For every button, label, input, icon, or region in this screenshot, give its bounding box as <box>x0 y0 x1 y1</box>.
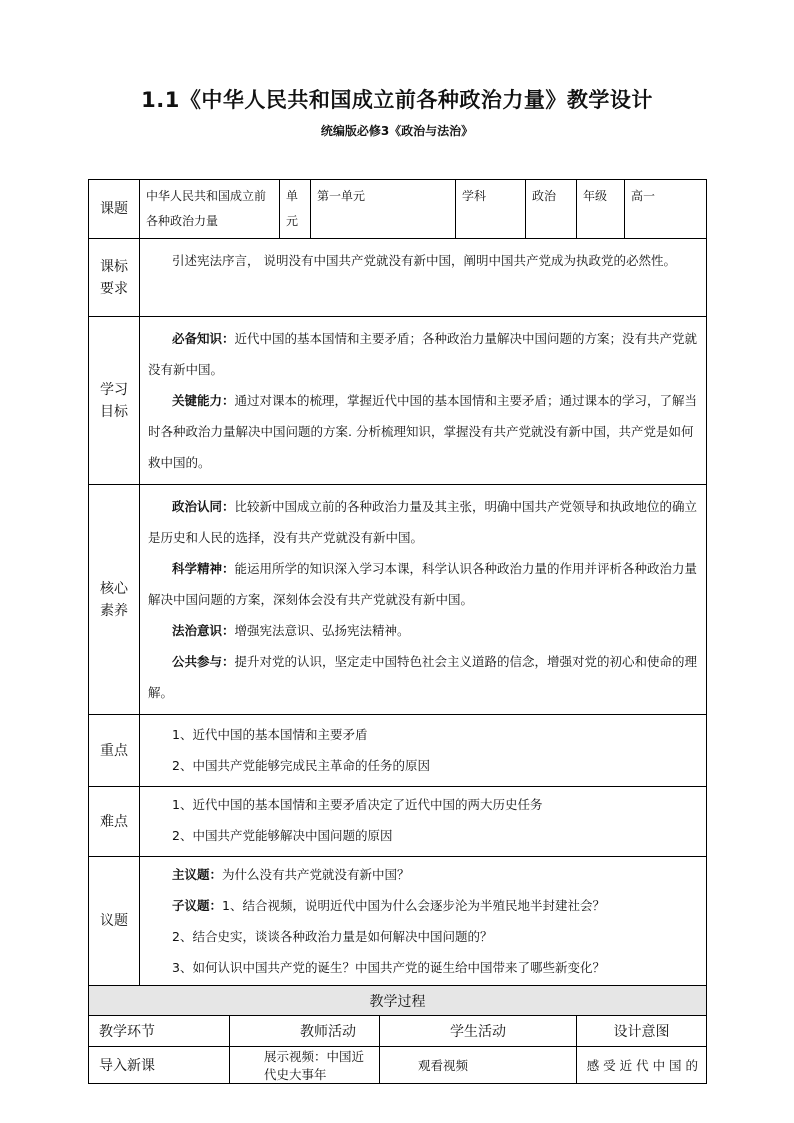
cell-student: 观看视频 <box>380 1047 577 1084</box>
subject-value: 政治 <box>526 180 577 239</box>
list-item: 2、中国共产党能够解决中国问题的原因 <box>172 828 393 843</box>
col-student: 学生活动 <box>380 1016 577 1047</box>
subject-label: 学科 <box>456 180 526 239</box>
process-header-row <box>89 986 707 1016</box>
cell-stage: 导入新课 <box>89 1047 230 1084</box>
cell-teacher: 展示视频：中国近代史大事年 <box>230 1047 380 1084</box>
standard-row <box>89 239 707 317</box>
literacy-row <box>89 485 707 715</box>
document-subtitle: 统编版必修3《政治与法治》 <box>320 124 474 138</box>
grade-label: 年级 <box>577 180 625 239</box>
difficulties-label: 难点 <box>89 787 140 857</box>
col-teacher: 教师活动 <box>230 1016 380 1047</box>
document-title: 1.1《中华人民共和国成立前各种政治力量》教学设计 <box>141 88 653 112</box>
issues-content: 主议题：为什么没有共产党就没有新中国？ 子议题：1、结合视频，说明近代中国为什么会逐步沦为半殖民地半封建社会？ 2、结合史实，谈谈各种政治力量是如何解决中国问题的？ 3、如何认识中国共产党的诞生？中国共产党的诞生给中国带来了哪些新变化？ <box>140 857 707 986</box>
list-item: 1、近代中国的基本国情和主要矛盾 <box>172 727 368 742</box>
topic-label: 课题 <box>89 180 140 239</box>
unit-value: 第一单元 <box>311 180 456 239</box>
keypoints-label: 重点 <box>89 715 140 787</box>
col-intent: 设计意图 <box>577 1016 707 1047</box>
keypoints-row <box>89 715 707 787</box>
grade-value: 高一 <box>625 180 707 239</box>
literacy-label: 核心素养 <box>89 485 140 715</box>
list-item: 1、近代中国的基本国情和主要矛盾决定了近代中国的两大历史任务 <box>172 797 543 812</box>
issues-row <box>89 857 707 986</box>
cell-intent: 感 受 近 代 中 国 的 <box>577 1047 707 1084</box>
goals-content: 必备知识：近代中国的基本国情和主要矛盾；各种政治力量解决中国问题的方案；没有共产党就没有新中国。 关键能力：通过对课本的梳理，掌握近代中国的基本国情和主要矛盾；通过课本的学习，了解当时各种政治力量解决中国问题的方案. 分析梳理知识，掌握没有共产党就没有新中国，共产党是如何救中国的。 <box>140 317 707 485</box>
difficulties-row <box>89 787 707 857</box>
lesson-plan-table <box>88 179 707 1084</box>
keypoints-content <box>140 715 707 787</box>
issues-label: 议题 <box>89 857 140 986</box>
info-row <box>89 180 707 239</box>
standard-label: 课标要求 <box>89 239 140 317</box>
process-header: 教学过程 <box>89 986 707 1016</box>
unit-label: 单元 <box>280 180 311 239</box>
list-item: 2、中国共产党能够完成民主革命的任务的原因 <box>172 758 430 773</box>
col-stage: 教学环节 <box>89 1016 230 1047</box>
topic-value: 中华人民共和国成立前各种政治力量 <box>140 180 280 239</box>
difficulties-content <box>140 787 707 857</box>
goals-label: 学习目标 <box>89 317 140 485</box>
goals-row <box>89 317 707 485</box>
standard-content: 引述宪法序言， 说明没有中国共产党就没有新中国，阐明中国共产党成为执政党的必然性。 <box>140 239 707 317</box>
process-columns-row <box>89 1016 707 1047</box>
literacy-content: 政治认同：比较新中国成立前的各种政治力量及其主张，明确中国共产党领导和执政地位的确立是历史和人民的选择，没有共产党就没有新中国。 科学精神：能运用所学的知识深入学习本课，科学认识各种政治力量的作用并评析各种政治力量解决中国问题的方案，深刻体会没有共产党就没有新中国。 法治意识：增强宪法意识、弘扬宪法精神。 公共参与：提升对党的认识，坚定走中国特色社会主义道路的信念，增强对党的初心和使命的理解。 <box>140 485 707 715</box>
table-row <box>89 1047 707 1084</box>
